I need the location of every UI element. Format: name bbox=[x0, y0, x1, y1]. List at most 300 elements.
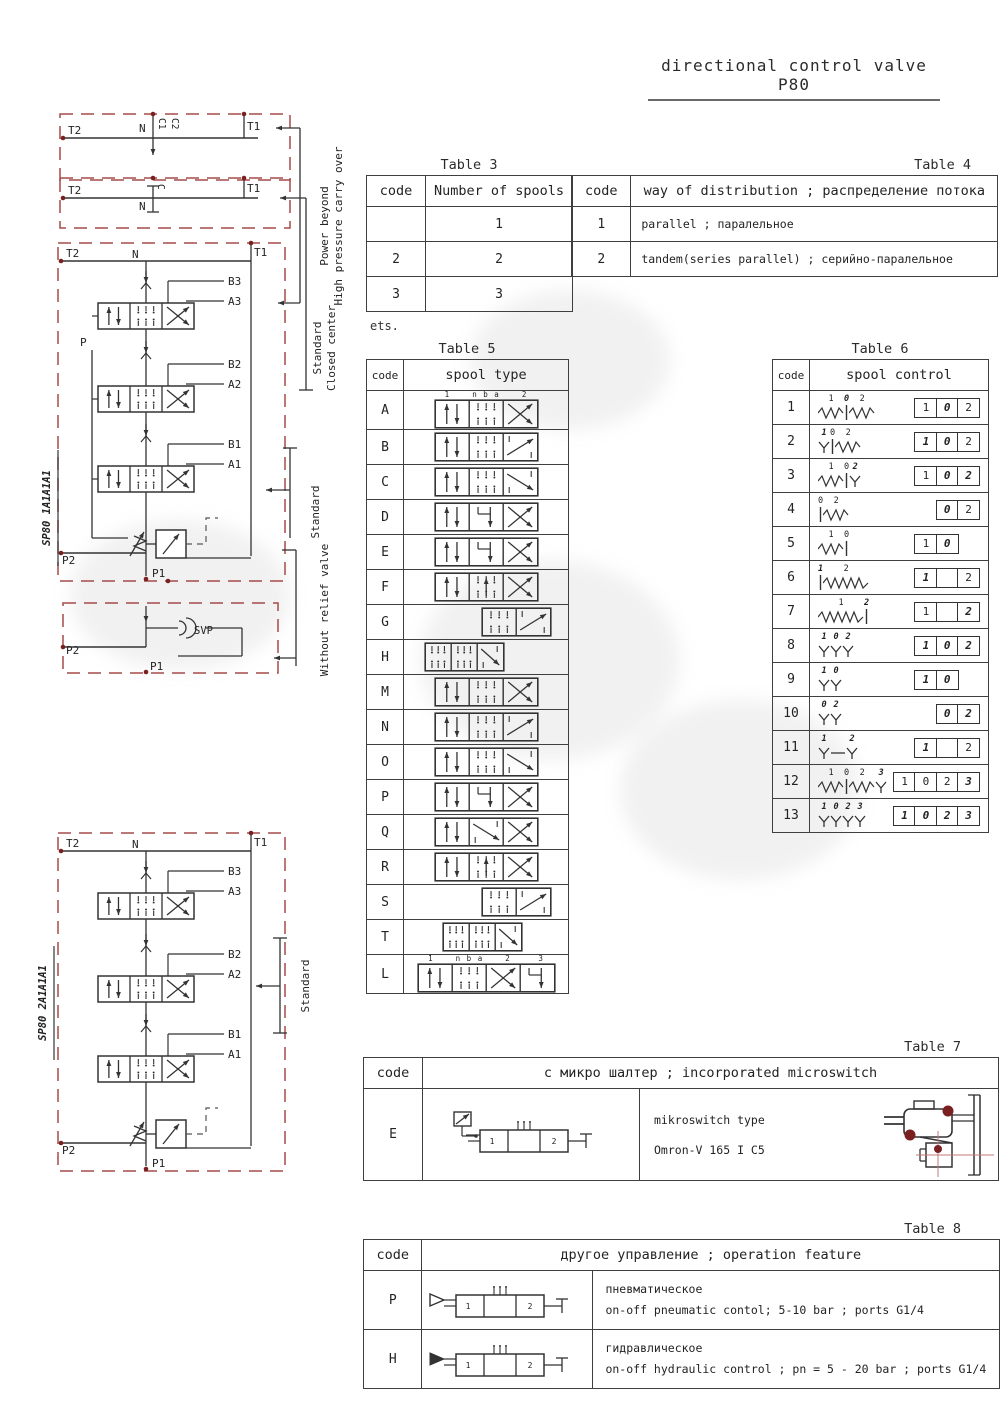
table6-control-cell bbox=[810, 799, 989, 833]
position-box: 0 bbox=[914, 806, 937, 826]
control-symbol bbox=[818, 769, 887, 795]
position-boxes bbox=[914, 738, 980, 758]
table8-info-cell bbox=[593, 1330, 1000, 1389]
table5-header-code: code bbox=[367, 360, 404, 391]
zig6-glyph bbox=[818, 609, 864, 625]
table3-header-code: code bbox=[367, 176, 426, 207]
port-label-t2: T2 bbox=[68, 184, 82, 197]
table5-code-cell: D bbox=[367, 500, 404, 535]
table6-control-cell bbox=[810, 561, 989, 595]
table7-symbol-cell bbox=[423, 1089, 640, 1181]
position-number: 2 bbox=[864, 597, 870, 608]
table7-header-code: code bbox=[364, 1058, 423, 1089]
control-token bbox=[830, 735, 846, 761]
spool-control-row bbox=[810, 769, 988, 795]
spool-symbol bbox=[481, 607, 552, 637]
port-label-a1: A1 bbox=[228, 1048, 242, 1061]
spool-symbol bbox=[434, 432, 539, 462]
bracket-carry-over: High pressure carry over bbox=[332, 146, 345, 306]
spool-control-row bbox=[810, 735, 988, 761]
position-number: 0 bbox=[833, 631, 839, 642]
model-label-1: SP80 1A1A1A1 bbox=[41, 470, 53, 546]
position-box: 0 bbox=[936, 704, 959, 724]
bracket-without-relief: Without relief valve bbox=[318, 543, 331, 677]
port-label-b1: B1 bbox=[228, 1028, 242, 1041]
control-token bbox=[864, 599, 869, 625]
position-box bbox=[936, 602, 959, 622]
table-row bbox=[367, 710, 569, 745]
port-label-a2: A2 bbox=[228, 968, 242, 981]
microswitch-info bbox=[640, 1091, 998, 1179]
table5-spool-cell bbox=[404, 815, 569, 850]
table5-spool-cell bbox=[404, 675, 569, 710]
position-box: 0 bbox=[936, 466, 959, 486]
table5-code-cell: A bbox=[367, 391, 404, 430]
control-token bbox=[844, 531, 849, 557]
spool-symbol-wrap bbox=[404, 537, 568, 567]
port-label-n: N bbox=[139, 122, 146, 135]
position-number: 1 bbox=[828, 461, 834, 472]
table-row bbox=[367, 500, 569, 535]
table5-spool-cell bbox=[404, 391, 569, 430]
position-box: 2 bbox=[957, 432, 980, 452]
position-number: 1 bbox=[828, 767, 834, 778]
table8-info-cell bbox=[593, 1271, 1000, 1330]
port-label-n: N bbox=[139, 200, 146, 213]
det-glyph bbox=[818, 745, 830, 761]
table-row bbox=[773, 493, 989, 527]
position-box: 2 bbox=[957, 704, 980, 724]
table5-title: Table 5 bbox=[438, 341, 496, 357]
spool-symbol-wrap bbox=[404, 642, 568, 672]
table-row bbox=[367, 535, 569, 570]
position-box: 2 bbox=[936, 772, 959, 792]
position-number: 1 bbox=[828, 393, 834, 404]
port-label-b3: B3 bbox=[228, 865, 242, 878]
spool-control-row bbox=[810, 463, 988, 489]
table6-code-cell: 9 bbox=[773, 663, 810, 697]
table3-spools-cell: 1 bbox=[426, 207, 573, 242]
table6-control-cell bbox=[810, 697, 989, 731]
table-row bbox=[367, 920, 569, 955]
table6-code-cell: 5 bbox=[773, 527, 810, 561]
port-label-t1: T1 bbox=[254, 246, 268, 259]
table6-code-cell: 11 bbox=[773, 731, 810, 765]
table6-control-cell bbox=[810, 731, 989, 765]
table6-code-cell: 13 bbox=[773, 799, 810, 833]
spool-control-row bbox=[810, 395, 988, 421]
section-1: 1 bbox=[466, 1361, 471, 1370]
position-box: 1 bbox=[914, 534, 937, 554]
table-row bbox=[572, 242, 998, 277]
table5-spool-cell bbox=[404, 780, 569, 815]
port-label-p1: P1 bbox=[150, 660, 164, 673]
table3 bbox=[366, 175, 573, 312]
control-symbol bbox=[818, 429, 861, 455]
position-number: 3 bbox=[857, 801, 863, 812]
position-number: 1 bbox=[821, 665, 827, 676]
spool-symbol bbox=[424, 642, 505, 672]
table5-spool-cell bbox=[404, 500, 569, 535]
table8-header-label: другое управление ; operation feature bbox=[422, 1240, 1000, 1271]
position-box: 1 bbox=[893, 772, 916, 792]
control-token bbox=[818, 667, 830, 693]
table5-code-cell: Q bbox=[367, 815, 404, 850]
table4 bbox=[571, 175, 998, 277]
table8-code-cell: P bbox=[364, 1271, 422, 1330]
table-row bbox=[773, 663, 989, 697]
table-row bbox=[367, 640, 569, 675]
table-row bbox=[572, 207, 998, 242]
microswitch-text bbox=[640, 1105, 765, 1165]
table4-way-cell: tandem(series parallel) ; серийно-паралельное bbox=[631, 242, 998, 277]
zig3-glyph bbox=[818, 541, 844, 557]
table4-title: Table 4 bbox=[914, 157, 971, 173]
zig3-glyph bbox=[818, 473, 844, 489]
port-label-t2: T2 bbox=[68, 124, 82, 137]
dash-glyph bbox=[830, 745, 846, 761]
spool-symbol-wrap bbox=[404, 955, 568, 993]
table-row bbox=[367, 815, 569, 850]
table-row bbox=[773, 697, 989, 731]
position-number: 0 bbox=[830, 427, 836, 438]
control-token bbox=[830, 667, 842, 693]
table7-title: Table 7 bbox=[904, 1039, 961, 1055]
table8-header-code: code bbox=[364, 1240, 422, 1271]
table5-code-cell: O bbox=[367, 745, 404, 780]
table3-spools-cell: 3 bbox=[426, 277, 573, 312]
position-box: 2 bbox=[957, 466, 980, 486]
spool-control-row bbox=[810, 429, 988, 455]
control-symbol bbox=[818, 531, 849, 557]
det-glyph bbox=[818, 813, 830, 829]
spool-position-labels: 1 n b a 2 bbox=[444, 390, 528, 399]
table-row bbox=[364, 1330, 1000, 1389]
label-svp: SVP bbox=[194, 625, 213, 637]
position-number: 0 bbox=[833, 665, 839, 676]
section-2: 2 bbox=[528, 1361, 533, 1370]
position-box: 0 bbox=[936, 670, 959, 690]
spool-symbol bbox=[481, 887, 552, 917]
position-box: 3 bbox=[957, 772, 980, 792]
table-row bbox=[367, 955, 569, 994]
table5-spool-cell bbox=[404, 955, 569, 994]
position-boxes bbox=[914, 534, 980, 554]
position-number: 0 bbox=[833, 801, 839, 812]
table6-control-cell bbox=[810, 493, 989, 527]
table6-control-cell bbox=[810, 765, 989, 799]
microswitch-model: Omron-V 165 I C5 bbox=[654, 1142, 765, 1157]
table-row bbox=[773, 527, 989, 561]
table-row bbox=[773, 629, 989, 663]
spool-symbol-wrap bbox=[404, 677, 568, 707]
spool-symbol-wrap bbox=[404, 391, 568, 429]
table7-header-label: с микро шалтер ; incorporated microswitch bbox=[423, 1058, 999, 1089]
table6-code-cell: 8 bbox=[773, 629, 810, 663]
table6-control-cell bbox=[810, 595, 989, 629]
det-glyph bbox=[830, 677, 842, 693]
position-box: 1 bbox=[893, 806, 916, 826]
control-token bbox=[830, 701, 842, 727]
table-row bbox=[367, 430, 569, 465]
table3-4-block bbox=[366, 158, 998, 333]
port-label-n: N bbox=[132, 248, 139, 261]
table5-code-cell: L bbox=[367, 955, 404, 994]
zig3-glyph bbox=[818, 405, 844, 421]
bar-glyph bbox=[864, 609, 869, 625]
table5-spool-cell bbox=[404, 605, 569, 640]
det-glyph bbox=[846, 745, 858, 761]
table6-header-control: spool control bbox=[810, 360, 989, 391]
table-row bbox=[773, 765, 989, 799]
det-glyph bbox=[818, 711, 830, 727]
position-boxes bbox=[914, 432, 980, 452]
port-label-t2: T2 bbox=[66, 247, 80, 260]
control-token bbox=[854, 803, 866, 829]
table5-spool-cell bbox=[404, 570, 569, 605]
det-glyph bbox=[818, 643, 830, 659]
spool-symbol-wrap bbox=[404, 607, 568, 637]
table8-title: Table 8 bbox=[904, 1221, 961, 1237]
position-boxes bbox=[914, 568, 980, 588]
det-glyph bbox=[830, 813, 842, 829]
position-boxes bbox=[914, 636, 980, 656]
hydraulic-valve-symbol bbox=[422, 1330, 592, 1384]
position-number: 1 bbox=[818, 563, 824, 574]
control-token bbox=[818, 633, 830, 659]
spool-control-row bbox=[810, 633, 988, 659]
table3-code-cell bbox=[367, 207, 426, 242]
microswitch-drawing bbox=[870, 1091, 998, 1179]
table6-code-cell: 12 bbox=[773, 765, 810, 799]
position-number: 1 bbox=[821, 801, 827, 812]
position-box: 1 bbox=[914, 636, 937, 656]
feature-spec: on-off hydraulic control ; pn = 5 - 20 bar ; ports G1/4 bbox=[605, 1362, 987, 1376]
table8 bbox=[363, 1239, 1000, 1389]
page-title-text: directional control valve P80 bbox=[648, 56, 940, 101]
control-token bbox=[849, 769, 875, 795]
table5-code-cell: S bbox=[367, 885, 404, 920]
zig3-glyph bbox=[849, 405, 875, 421]
table5-code-cell: N bbox=[367, 710, 404, 745]
spool-symbol bbox=[434, 537, 539, 567]
position-box: 0 bbox=[936, 636, 959, 656]
control-symbol bbox=[818, 565, 869, 591]
spool-symbol bbox=[434, 677, 539, 707]
table5-spool-cell bbox=[404, 640, 569, 675]
table5-spool-cell bbox=[404, 430, 569, 465]
position-box: 1 bbox=[914, 670, 937, 690]
control-token bbox=[849, 395, 875, 421]
table4-header-way: way of distribution ; распределение потока bbox=[631, 176, 998, 207]
table4-way-cell: parallel ; паралельное bbox=[631, 207, 998, 242]
pneumatic-valve-symbol bbox=[422, 1271, 592, 1325]
table5-code-cell: H bbox=[367, 640, 404, 675]
position-box: 2 bbox=[936, 806, 959, 826]
spool-symbol-wrap bbox=[404, 467, 568, 497]
table7 bbox=[363, 1057, 999, 1181]
table3-code-cell: 2 bbox=[367, 242, 426, 277]
det-glyph bbox=[842, 813, 854, 829]
table6-code-cell: 6 bbox=[773, 561, 810, 595]
table-row bbox=[773, 731, 989, 765]
position-number: 2 bbox=[845, 801, 851, 812]
spool-symbol bbox=[434, 852, 539, 882]
position-number: 0 bbox=[844, 461, 850, 472]
position-boxes bbox=[914, 500, 980, 520]
control-token bbox=[835, 429, 861, 455]
table6-header-code: code bbox=[773, 360, 810, 391]
det-glyph bbox=[854, 813, 866, 829]
table-row bbox=[364, 1089, 999, 1181]
table-row bbox=[367, 745, 569, 780]
control-token bbox=[823, 565, 869, 591]
table7-code-cell: E bbox=[364, 1089, 423, 1181]
table4-header-code: code bbox=[572, 176, 631, 207]
port-label-a3: A3 bbox=[228, 295, 242, 308]
control-symbol bbox=[818, 667, 842, 693]
control-token bbox=[818, 803, 830, 829]
position-box: 0 bbox=[936, 534, 959, 554]
spool-symbol bbox=[434, 502, 539, 532]
section-1: 1 bbox=[489, 1136, 495, 1146]
table-row bbox=[367, 570, 569, 605]
table8-symbol-cell bbox=[422, 1330, 593, 1389]
table4-code-cell: 2 bbox=[572, 242, 631, 277]
det-glyph bbox=[818, 677, 830, 693]
spool-control-row bbox=[810, 565, 988, 591]
table5-code-cell: R bbox=[367, 850, 404, 885]
position-number: 2 bbox=[845, 427, 851, 438]
position-number: 2 bbox=[833, 495, 839, 506]
position-box: 1 bbox=[914, 568, 937, 588]
position-box: 0 bbox=[936, 398, 959, 418]
position-boxes bbox=[914, 704, 980, 724]
table3-title: Table 3 bbox=[440, 157, 498, 173]
bracket-standard: Standard bbox=[311, 321, 324, 375]
spool-symbol bbox=[442, 922, 523, 952]
section-2: 2 bbox=[551, 1136, 557, 1146]
table6-code-cell: 7 bbox=[773, 595, 810, 629]
port-label-c1: C1 bbox=[156, 118, 167, 130]
table8-code-cell: H bbox=[364, 1330, 422, 1389]
position-boxes bbox=[914, 670, 980, 690]
table3-code-cell: 3 bbox=[367, 277, 426, 312]
table6-control-cell bbox=[810, 459, 989, 493]
table5-code-cell: F bbox=[367, 570, 404, 605]
table6-code-cell: 2 bbox=[773, 425, 810, 459]
table6-control-cell bbox=[810, 391, 989, 425]
port-label-n: N bbox=[132, 838, 139, 851]
control-token bbox=[830, 803, 842, 829]
control-token bbox=[846, 735, 858, 761]
zig3-glyph bbox=[849, 779, 875, 795]
table6-code-cell: 10 bbox=[773, 697, 810, 731]
table5-code-cell: P bbox=[367, 780, 404, 815]
bracket-closed-center: Closed center bbox=[325, 304, 338, 392]
control-token bbox=[818, 429, 830, 455]
table-row bbox=[367, 885, 569, 920]
spool-symbol bbox=[434, 467, 539, 497]
port-label-p2: P2 bbox=[66, 644, 80, 657]
table6-title: Table 6 bbox=[851, 341, 909, 357]
table5 bbox=[366, 359, 569, 994]
position-box: 2 bbox=[957, 568, 980, 588]
zig3-glyph bbox=[818, 779, 844, 795]
det-glyph bbox=[830, 643, 842, 659]
zig6-glyph bbox=[823, 575, 869, 591]
table6-control-cell bbox=[810, 527, 989, 561]
position-number: 1 bbox=[821, 631, 827, 642]
position-number: 1 bbox=[821, 427, 827, 438]
position-number: 0 bbox=[818, 495, 824, 506]
port-label-p1: P1 bbox=[152, 1157, 166, 1170]
port-label-c2: C2 bbox=[169, 118, 180, 130]
operation-feature-text bbox=[593, 1279, 999, 1321]
table5-code-cell: C bbox=[367, 465, 404, 500]
bracket-power-beyond: Power beyond bbox=[318, 186, 331, 266]
position-number: 1 bbox=[838, 597, 844, 608]
position-number: 0 bbox=[844, 393, 850, 404]
spool-control-row bbox=[810, 803, 988, 829]
section-1: 1 bbox=[466, 1302, 471, 1311]
microswitch-valve-symbol bbox=[446, 1106, 616, 1160]
table5-header-type: spool type bbox=[404, 360, 569, 391]
spool-symbol bbox=[434, 399, 539, 429]
section-2: 2 bbox=[528, 1302, 533, 1311]
spool-control-row bbox=[810, 599, 988, 625]
spool-symbol-wrap bbox=[404, 747, 568, 777]
table5-spool-cell bbox=[404, 850, 569, 885]
zig3-glyph bbox=[835, 439, 861, 455]
table-row bbox=[367, 780, 569, 815]
table-row bbox=[367, 850, 569, 885]
det-glyph bbox=[830, 711, 842, 727]
table6-code-cell: 1 bbox=[773, 391, 810, 425]
spool-symbol bbox=[417, 963, 556, 993]
spool-symbol bbox=[434, 747, 539, 777]
port-label-t1: T1 bbox=[247, 182, 261, 195]
table5-code-cell: G bbox=[367, 605, 404, 640]
port-label-a2: A2 bbox=[228, 378, 242, 391]
spool-position-labels: 1 n b a 2 3 bbox=[428, 954, 544, 963]
table8-symbol-cell bbox=[422, 1271, 593, 1330]
table3-spools-cell: 2 bbox=[426, 242, 573, 277]
control-symbol bbox=[818, 803, 866, 829]
spool-symbol bbox=[434, 572, 539, 602]
table7-block bbox=[363, 1040, 999, 1181]
det-glyph bbox=[849, 473, 861, 489]
zig3-glyph bbox=[823, 507, 849, 523]
spool-symbol bbox=[434, 817, 539, 847]
port-label-t2: T2 bbox=[66, 837, 80, 850]
port-label-a1: A1 bbox=[228, 458, 242, 471]
control-symbol bbox=[818, 497, 849, 523]
table4-code-cell: 1 bbox=[572, 207, 631, 242]
table-row bbox=[364, 1271, 1000, 1330]
table-row bbox=[773, 459, 989, 493]
position-box: 2 bbox=[957, 636, 980, 656]
control-symbol bbox=[818, 395, 875, 421]
table5-spool-cell bbox=[404, 920, 569, 955]
spool-symbol-wrap bbox=[404, 502, 568, 532]
table-row bbox=[773, 799, 989, 833]
position-number: 1 bbox=[828, 529, 834, 540]
spool-control-row bbox=[810, 497, 988, 523]
spool-symbol bbox=[434, 712, 539, 742]
control-token bbox=[818, 531, 844, 557]
control-token bbox=[818, 463, 844, 489]
